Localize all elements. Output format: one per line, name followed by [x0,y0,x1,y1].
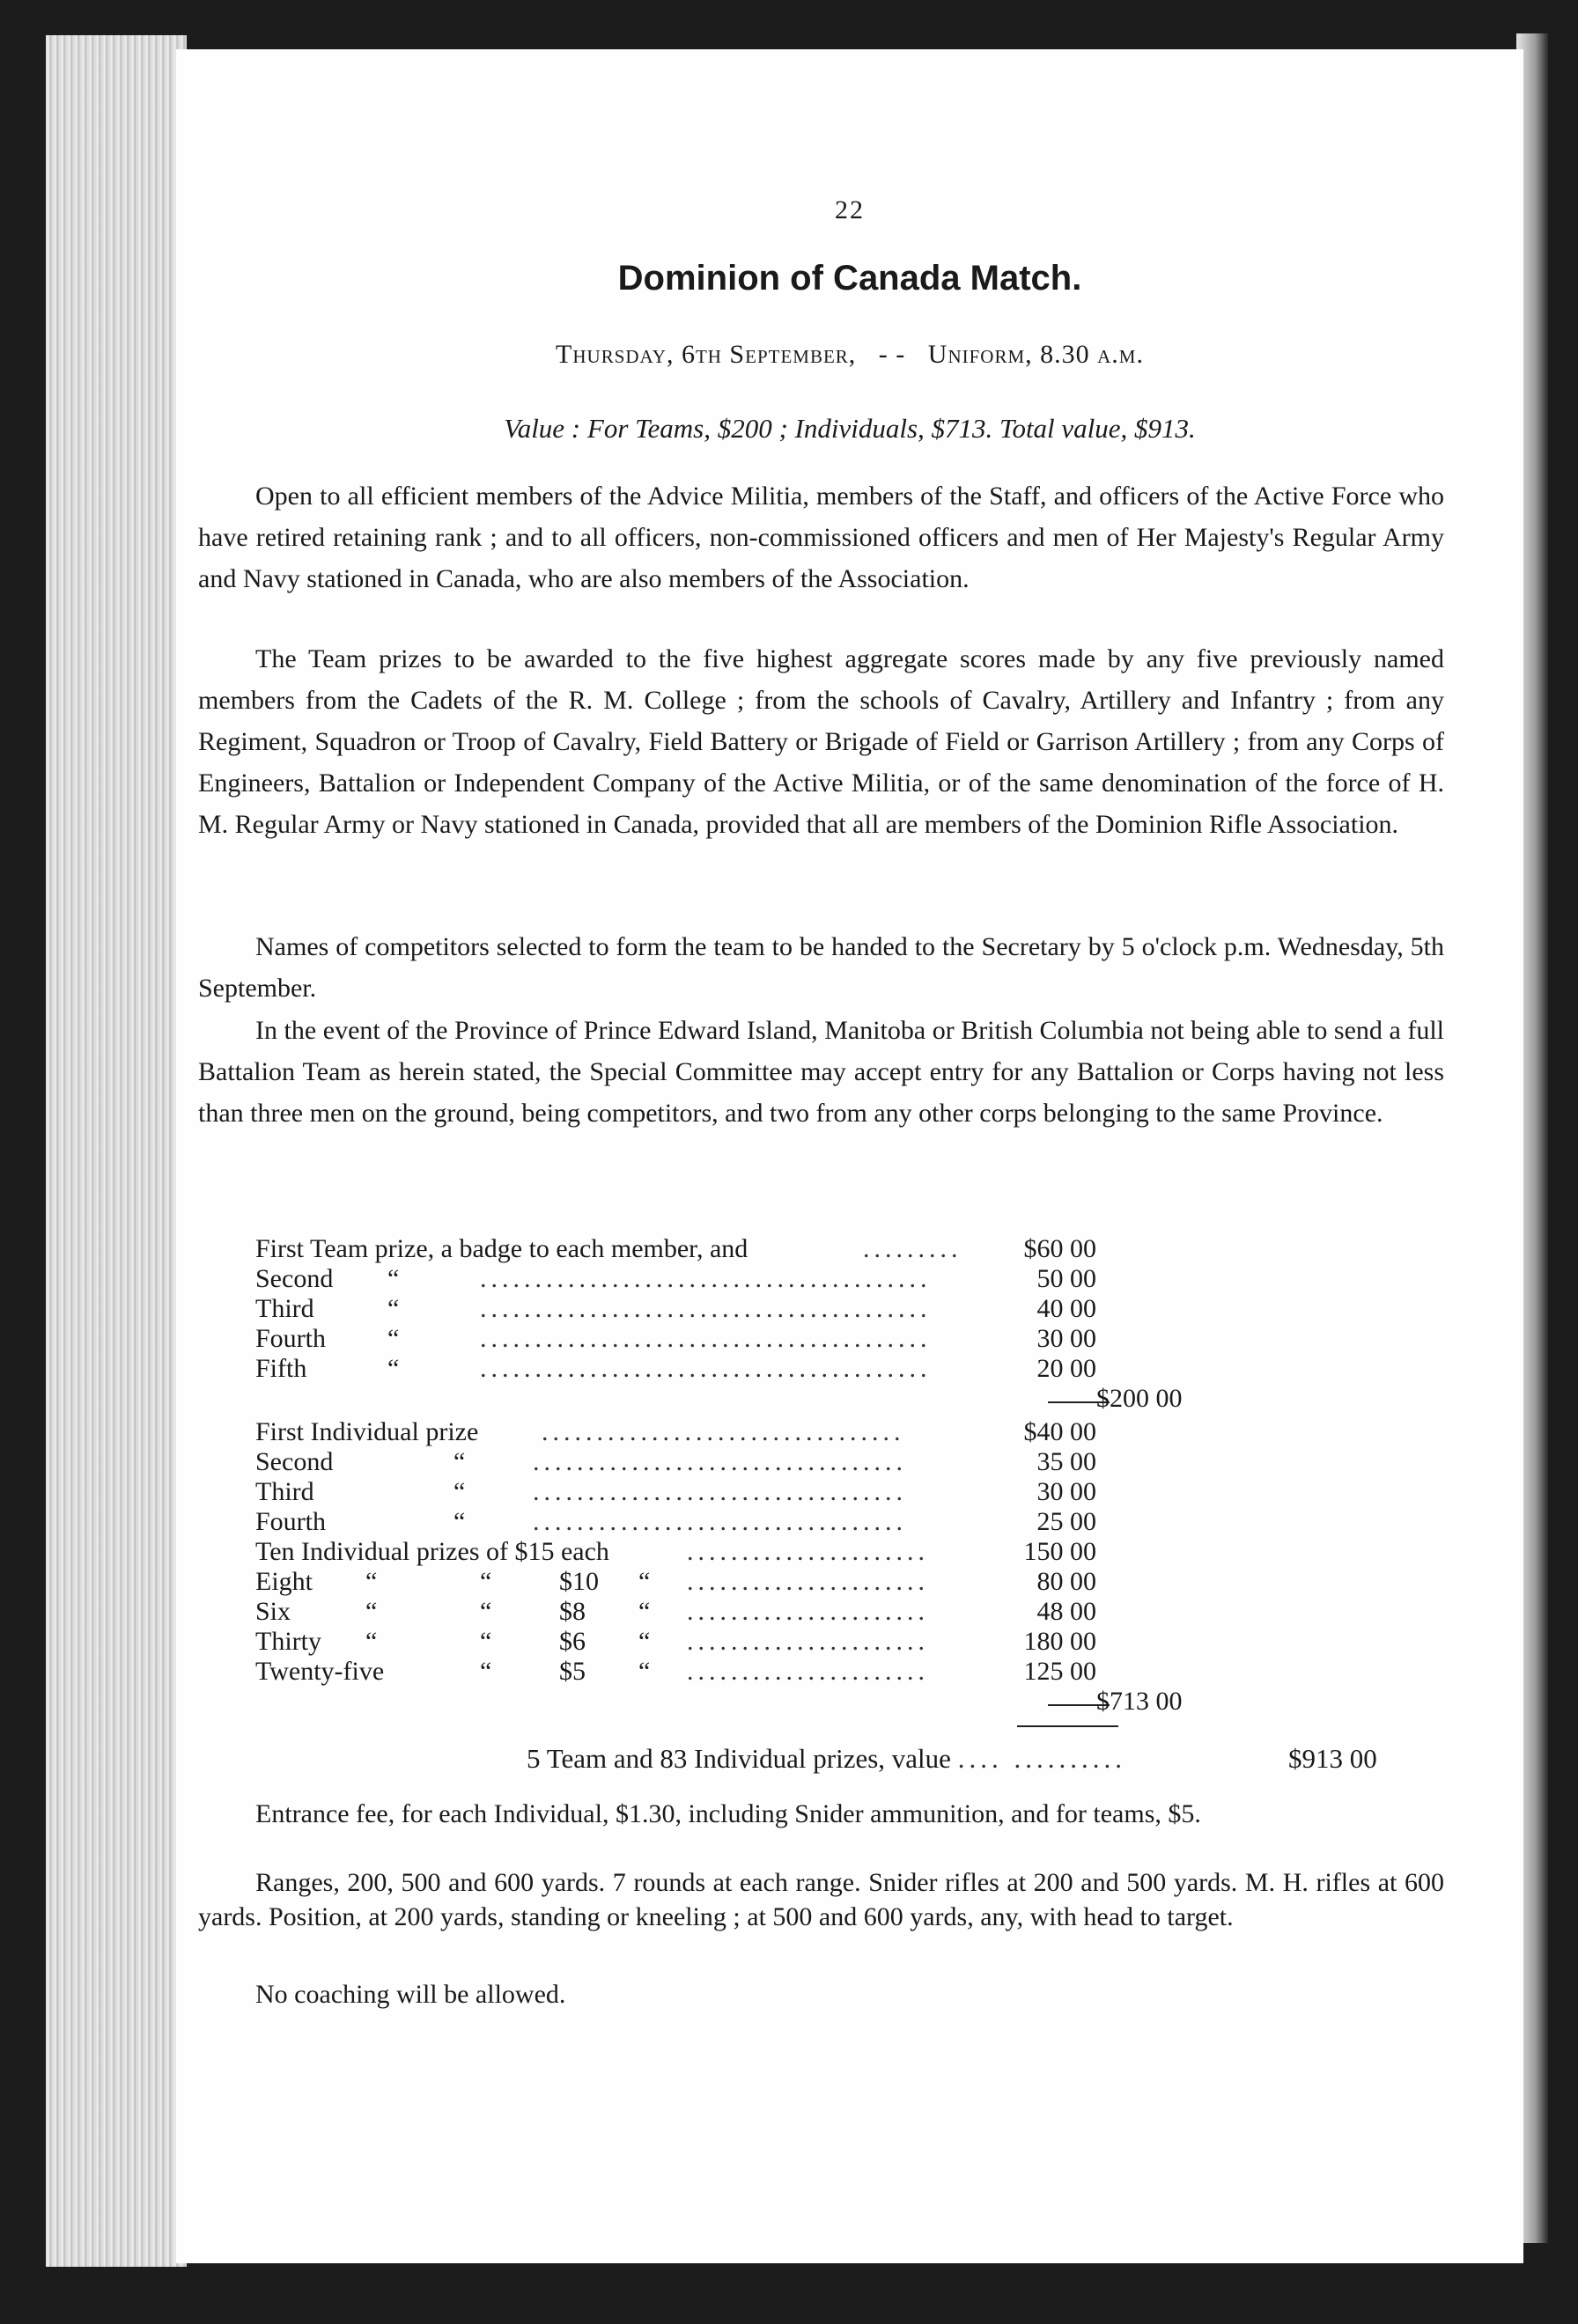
dot-leader: ......................................... [480,1264,932,1293]
prize-row [255,1264,1400,1294]
prize-row [255,1324,1400,1354]
prize-amount: 25 00 [1036,1507,1096,1536]
grand-total-label: 5 Team and 83 Individual prizes, value [527,1743,951,1774]
prize-row [255,1537,1400,1567]
dot-leader: .................................. [533,1507,907,1536]
dot-leader: ................................. [542,1417,905,1446]
paragraph-text: Open to all efficient members of the Advice Militia, members of the Staff, and officers of the Active Force who have retired retaining rank ; and to all officers, non-commissioned officers and men of Her Majesty's Regular Army and Navy stationed in Canada, who are also members of the Association. [198,482,1444,593]
ditto-mark: “ [387,1354,400,1383]
prize-row [255,1417,1400,1447]
prize-amount: $40 00 [1023,1417,1096,1446]
dot-leader: .... .......... [957,1743,1126,1774]
total-rule [1017,1725,1118,1727]
dot-leader: ......................................... [480,1324,932,1353]
prize-amount: 48 00 [1036,1597,1096,1626]
prize-amount: 30 00 [1036,1324,1096,1353]
prize-amount: 50 00 [1036,1264,1096,1293]
dot-leader: ...................... [687,1597,929,1626]
dot-leader: ...................... [687,1537,929,1566]
paragraph-entrance-fee [198,1793,1444,1835]
grand-total-amount: $913 00 [1288,1743,1377,1774]
prize-price: $6 [559,1627,586,1656]
ditto-mark: “ [387,1324,400,1353]
dot-leader: ...................... [687,1567,929,1596]
ditto-mark: “ [365,1627,378,1656]
prize-amount: 180 00 [1023,1627,1096,1656]
prize-row [255,1657,1400,1687]
paragraph-coaching [198,1974,1444,2015]
dot-leader: .................................. [533,1447,907,1476]
ditto-mark: “ [365,1597,378,1626]
individual-subtotal: $713 00 [1096,1687,1183,1716]
paragraph-text: Names of competitors selected to form the team to be handed to the Secretary by 5 o'clock p.m. Wednesday, 5th September. [198,932,1444,1003]
ditto-mark: “ [453,1447,466,1476]
prize-label: Third [255,1294,314,1323]
prize-price: $5 [559,1657,586,1686]
prize-label: Fourth [255,1507,327,1536]
team-subtotal: $200 00 [1096,1384,1183,1413]
prize-row [255,1234,1400,1264]
ditto-mark: “ [387,1264,400,1293]
team-prize-list [255,1234,1400,1414]
ditto-mark: “ [480,1567,492,1596]
dot-leader: ......................................... [480,1294,932,1323]
prize-label: Second [255,1447,334,1476]
prize-label: Thirty [255,1627,321,1656]
book-page-edges [46,35,187,2267]
prize-row [255,1447,1400,1477]
prize-row [255,1354,1400,1384]
paragraph-text: Ranges, 200, 500 and 600 yards. 7 rounds at each range. Snider rifles at 200 and 500 yards. M. H. rifles at 600 yards. Position, at 200 yards, standing or kneeling ; at 500 and 600 yards, any, with head to target. [198,1868,1444,1931]
dateline-day: Thursday, 6th September, [556,340,857,369]
ditto-mark: “ [480,1597,492,1626]
dot-leader: ...................... [687,1627,929,1656]
paragraph-text: In the event of the Province of Prince Edward Island, Manitoba or British Columbia not being able to send a full Battalion Team as herein stated, the Special Committee may accept entry for any Battalion or Corps having not less than three men on the ground, being competitors, and two from any other corps belonging to the same Province. [198,1016,1444,1128]
prize-label: Twenty-five [255,1657,385,1686]
prize-label: Fifth [255,1354,307,1383]
prize-amount: 80 00 [1036,1567,1096,1596]
prize-amount: 150 00 [1023,1537,1096,1566]
dot-leader: ......................................... [480,1354,932,1383]
ditto-mark: “ [387,1294,400,1323]
prize-label: First Team prize, a badge to each member, and [255,1234,748,1263]
prize-price: $8 [559,1597,586,1626]
dot-leader: .................................. [533,1477,907,1506]
ditto-mark: “ [638,1597,651,1626]
individual-prize-list [255,1417,1400,1717]
prize-label: Third [255,1477,314,1506]
prize-row [255,1294,1400,1324]
value-line: Value : For Teams, $200 ; Individuals, $713. Total value, $913. [504,413,1196,444]
prize-row [255,1477,1400,1507]
prize-amount: 35 00 [1036,1447,1096,1476]
prize-label: Ten Individual prizes of $15 each [255,1537,609,1566]
ditto-mark: “ [638,1627,651,1656]
paragraph-text: Entrance fee, for each Individual, $1.30, including Snider ammunition, and for teams, $5. [255,1799,1201,1828]
grand-total-row [527,1743,1377,1775]
subtotal-row [255,1384,1400,1414]
ditto-mark: “ [638,1657,651,1686]
ditto-mark: “ [453,1477,466,1506]
prize-amount: 125 00 [1023,1657,1096,1686]
page-title: Dominion of Canada Match. [617,259,1082,298]
prize-label: First Individual prize [255,1417,479,1446]
ditto-mark: “ [480,1657,492,1686]
prize-label: Fourth [255,1324,327,1353]
ditto-mark: “ [453,1507,466,1536]
paragraph-team-prizes [198,638,1444,845]
paragraph-competitors [198,926,1444,1009]
dateline-separator: - - [878,340,906,369]
prize-row [255,1597,1400,1627]
prize-row [255,1507,1400,1537]
dot-leader: ...................... [687,1657,929,1686]
prize-amount: 30 00 [1036,1477,1096,1506]
prize-amount: 20 00 [1036,1354,1096,1383]
ditto-mark: “ [480,1627,492,1656]
prize-label: Second [255,1264,334,1293]
prize-amount: $60 00 [1023,1234,1096,1263]
subtotal-row [255,1687,1400,1717]
paragraph-eligibility [198,475,1444,599]
paragraph-text: No coaching will be allowed. [255,1980,566,2009]
ditto-mark: “ [638,1567,651,1596]
paragraph-provinces [198,1010,1444,1134]
dateline-dress: Uniform, 8.30 a.m. [927,340,1144,369]
paragraph-text: The Team prizes to be awarded to the five highest aggregate scores made by any five previously named members from the Cadets of the R. M. College ; from the schools of Cavalry, Artillery and Infantry ; from any Regiment, Squadron or Troop of Cavalry, Field Battery or Brigade of Field or Garrison Artillery ; from any Corps of Engineers, Battalion or Independent Company of the Active Militia, or of the same denomination of the force of H. M. Regular Army or Navy stationed in Canada, provided that all are members of the Dominion Rifle Association. [198,644,1444,839]
prize-row [255,1627,1400,1657]
prize-row [255,1567,1400,1597]
page-number: 22 [835,195,865,224]
prize-price: $10 [559,1567,599,1596]
dateline [176,340,1523,370]
prize-amount: 40 00 [1036,1294,1096,1323]
prize-label: Eight [255,1567,313,1596]
dot-leader: ......... [863,1234,962,1263]
paragraph-ranges [198,1865,1444,1934]
ditto-mark: “ [365,1567,378,1596]
prize-label: Six [255,1597,291,1626]
